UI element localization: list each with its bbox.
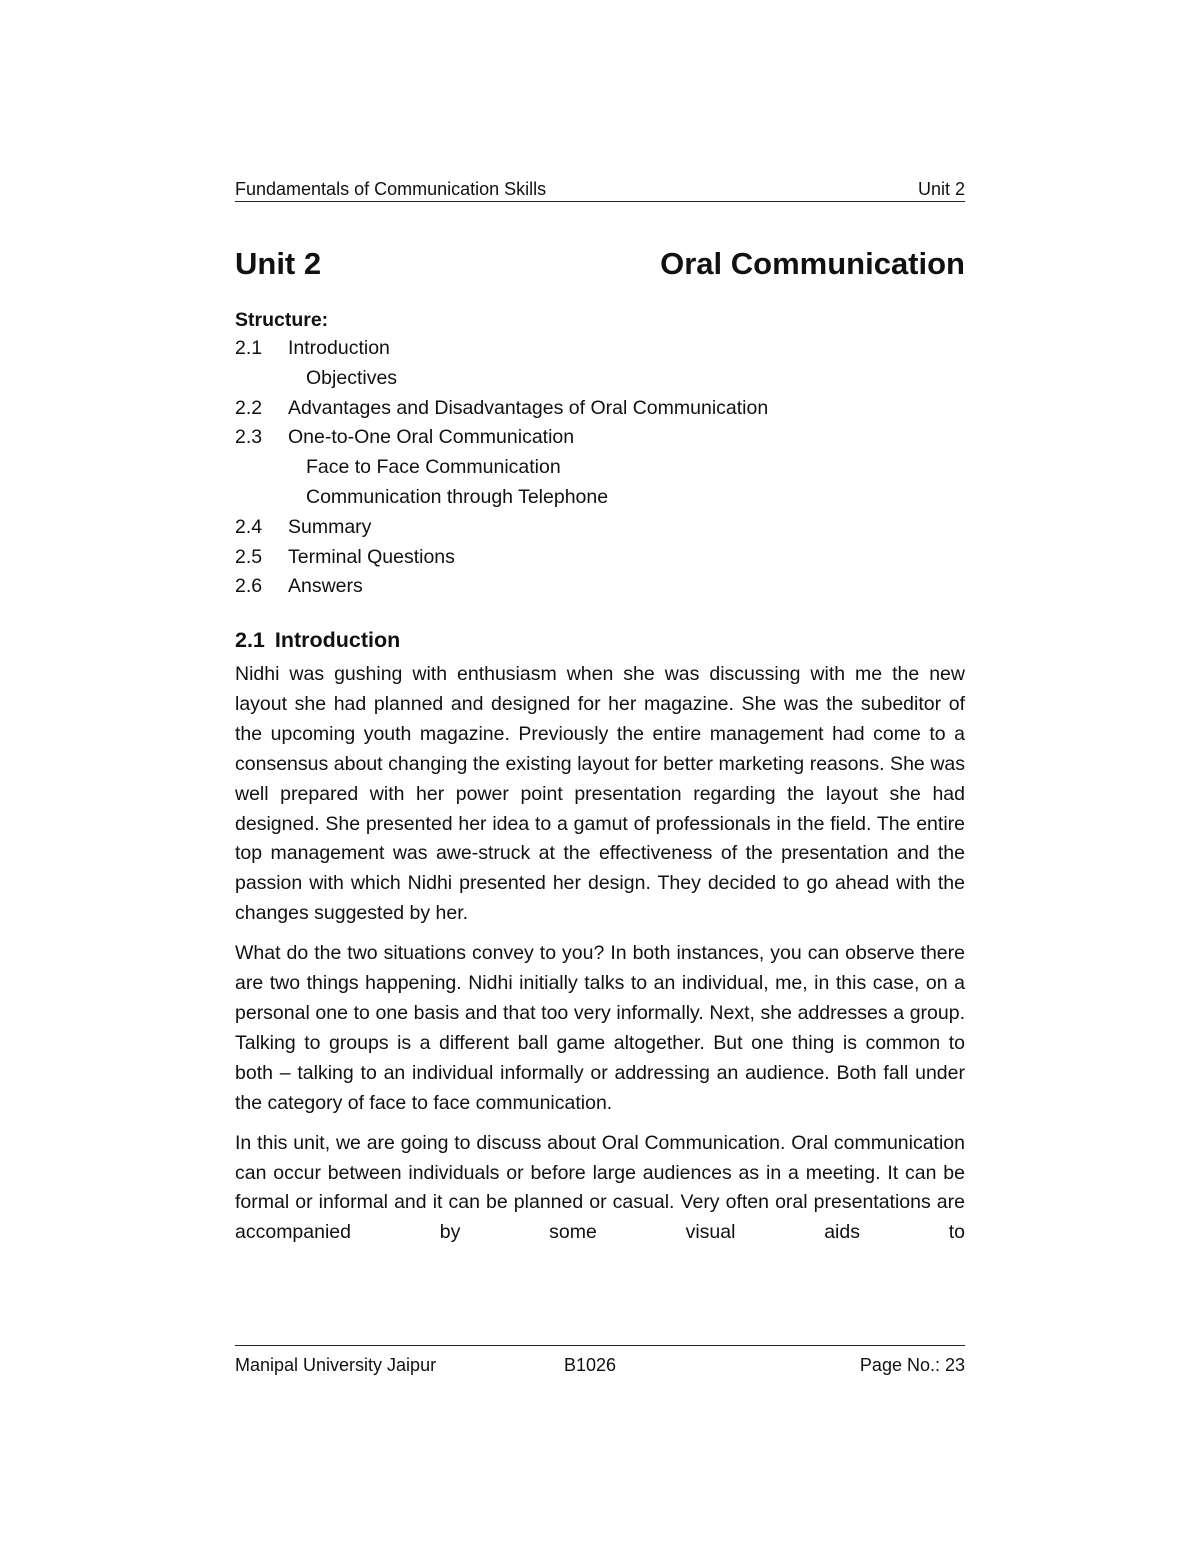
toc-text: One-to-One Oral Communication [288, 426, 575, 449]
toc-number: 2.6 [235, 575, 263, 598]
footer-page-number: Page No.: 23 [859, 1355, 965, 1375]
toc-number: 2.2 [235, 396, 263, 419]
footer-course-code: B1026 [564, 1355, 617, 1375]
toc-text: Advantages and Disadvantages of Oral Communication [288, 396, 769, 419]
structure-heading: Structure: [235, 309, 329, 331]
body-paragraph: Nidhi was gushing with enthusiasm when she was discussing with me the new layout she had planned and designed for her magazine. She was the subeditor of the upcoming youth magazine. Previously the entire management had come to a consensus about changing the existing layout for better marketing reasons. She was well prepared with her power point presentation regarding the layout she had designed. She presented her idea to a gamut of professionals in the field. The entire top management was awe-struck at the effectiveness of the presentation and the passion with which Nidhi presented her design. They decided to go ahead with the changes suggested by her. [235, 663, 965, 925]
toc-item [235, 543, 965, 573]
toc-item [235, 513, 965, 543]
toc-item [235, 572, 965, 602]
toc-number: 2.4 [235, 515, 263, 538]
unit-number: Unit 2 [235, 246, 322, 281]
toc-subitem [235, 364, 965, 394]
toc-text: Face to Face Communication [306, 456, 561, 479]
footer-divider [235, 1345, 965, 1346]
section-heading [235, 628, 400, 653]
body-paragraph: In this unit, we are going to discuss about Oral Communication. Oral communication can occur between individuals or before large audiences as in a meeting. It can be formal or informal and it can be planned or casual. Very often oral presentations are accompanied by some visual aids to [235, 1131, 965, 1244]
toc-text: Terminal Questions [288, 545, 455, 568]
footer-institution: Manipal University Jaipur [235, 1355, 437, 1375]
toc-number: 2.1 [235, 337, 263, 359]
running-header [235, 178, 965, 200]
header-book-title: Fundamentals of Communication Skills [235, 179, 547, 199]
toc-number: 2.5 [235, 545, 263, 568]
toc-subitem [235, 453, 965, 483]
running-footer [235, 1355, 965, 1379]
unit-title-row [235, 246, 965, 282]
unit-title: Oral Communication [660, 246, 965, 281]
header-unit-label: Unit 2 [917, 179, 965, 199]
toc-item [235, 423, 965, 453]
toc-text: Summary [288, 515, 372, 538]
section-number: 2.1 [235, 628, 265, 652]
toc-number: 2.3 [235, 426, 263, 449]
structure-list [235, 334, 965, 602]
toc-text: Communication through Telephone [306, 485, 609, 508]
toc-subitem [235, 483, 965, 513]
toc-text: Answers [288, 575, 363, 598]
body-paragraph: What do the two situations convey to you? In both instances, you can observe there are two things happening. Nidhi initially talks to an individual, me, in this case, on a personal one to one basis and that too very informally. Next, she addresses a group. Talking to groups is a different ball game altogether. But one thing is common to both – talking to an individual informally or addressing an audience. Both fall under the category of face to face communication. [235, 942, 965, 1114]
toc-item [235, 334, 965, 364]
toc-text: Introduction [288, 337, 390, 359]
toc-item [235, 394, 965, 424]
header-divider [235, 201, 965, 202]
toc-text: Objectives [306, 366, 398, 389]
section-title: Introduction [274, 628, 401, 652]
section-body [235, 660, 965, 1248]
